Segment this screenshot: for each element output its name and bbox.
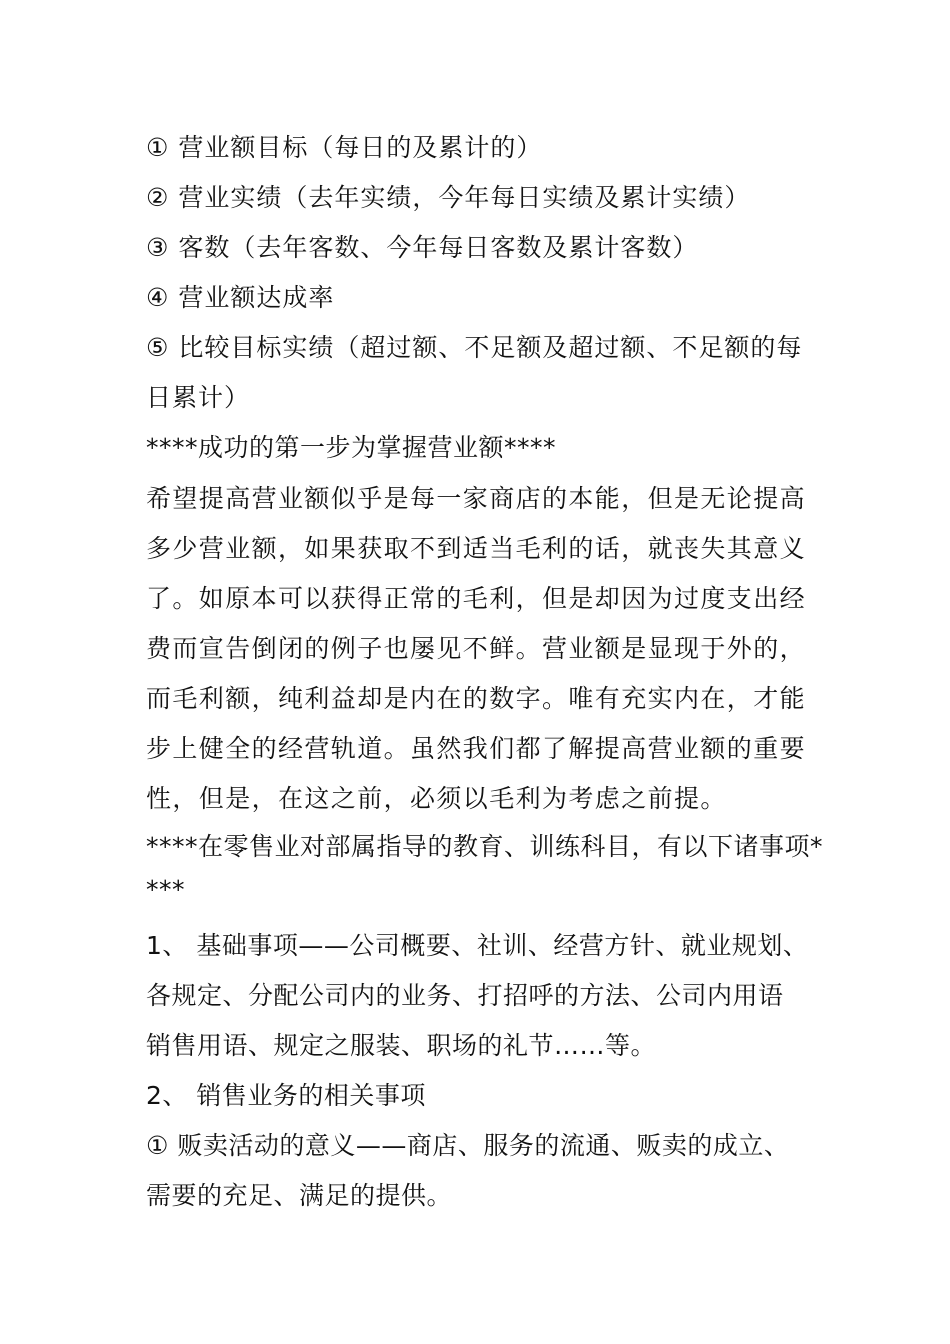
section-heading-training-continued: *** xyxy=(146,875,185,904)
list-item-2: 2、 销售业务的相关事项 xyxy=(146,1081,426,1110)
sub-item-1-continued: 需要的充足、满足的提供。 xyxy=(146,1181,453,1210)
paragraph-line: 了。如原本可以获得正常的毛利，但是却因为过度支出经 xyxy=(146,584,807,613)
paragraph-line: 而毛利额，纯利益却是内在的数字。唯有充实内在，才能 xyxy=(146,684,807,713)
paragraph-line: 步上健全的经营轨道。虽然我们都了解提高营业额的重要 xyxy=(146,734,807,763)
sub-item-1: ① 贩卖活动的意义——商店、服务的流通、贩卖的成立、 xyxy=(146,1131,790,1160)
goal-item-3: ③ 客数（去年客数、今年每日客数及累计客数） xyxy=(146,233,699,262)
paragraph-line: 希望提高营业额似乎是每一家商店的本能，但是无论提高 xyxy=(146,484,807,513)
list-item-1: 1、 基础事项——公司概要、社训、经营方针、就业规划、 xyxy=(146,931,809,960)
list-item-1-continued: 各规定、分配公司内的业务、打招呼的方法、公司内用语 xyxy=(146,981,784,1010)
goal-item-5-continued: 日累计） xyxy=(146,383,251,412)
paragraph-line: 多少营业额，如果获取不到适当毛利的话，就丧失其意义 xyxy=(146,534,807,563)
section-heading-sales: ****成功的第一步为掌握营业额**** xyxy=(146,433,557,462)
goal-item-1: ① 营业额目标（每日的及累计的） xyxy=(146,133,543,162)
goal-item-5: ⑤ 比较目标实绩（超过额、不足额及超过额、不足额的每 xyxy=(146,333,803,362)
goal-item-4: ④ 营业额达成率 xyxy=(146,283,335,312)
paragraph-line: 性，但是，在这之前，必须以毛利为考虑之前提。 xyxy=(146,784,727,813)
goal-item-2: ② 营业实绩（去年实绩，今年每日实绩及累计实绩） xyxy=(146,183,751,212)
paragraph-line: 费而宣告倒闭的例子也屡见不鲜。营业额是显现于外的， xyxy=(146,634,807,663)
section-heading-training: ****在零售业对部属指导的教育、训练科目，有以下诸事项* xyxy=(146,832,824,861)
list-item-1-continued: 销售用语、规定之服装、职场的礼节……等。 xyxy=(146,1031,657,1060)
